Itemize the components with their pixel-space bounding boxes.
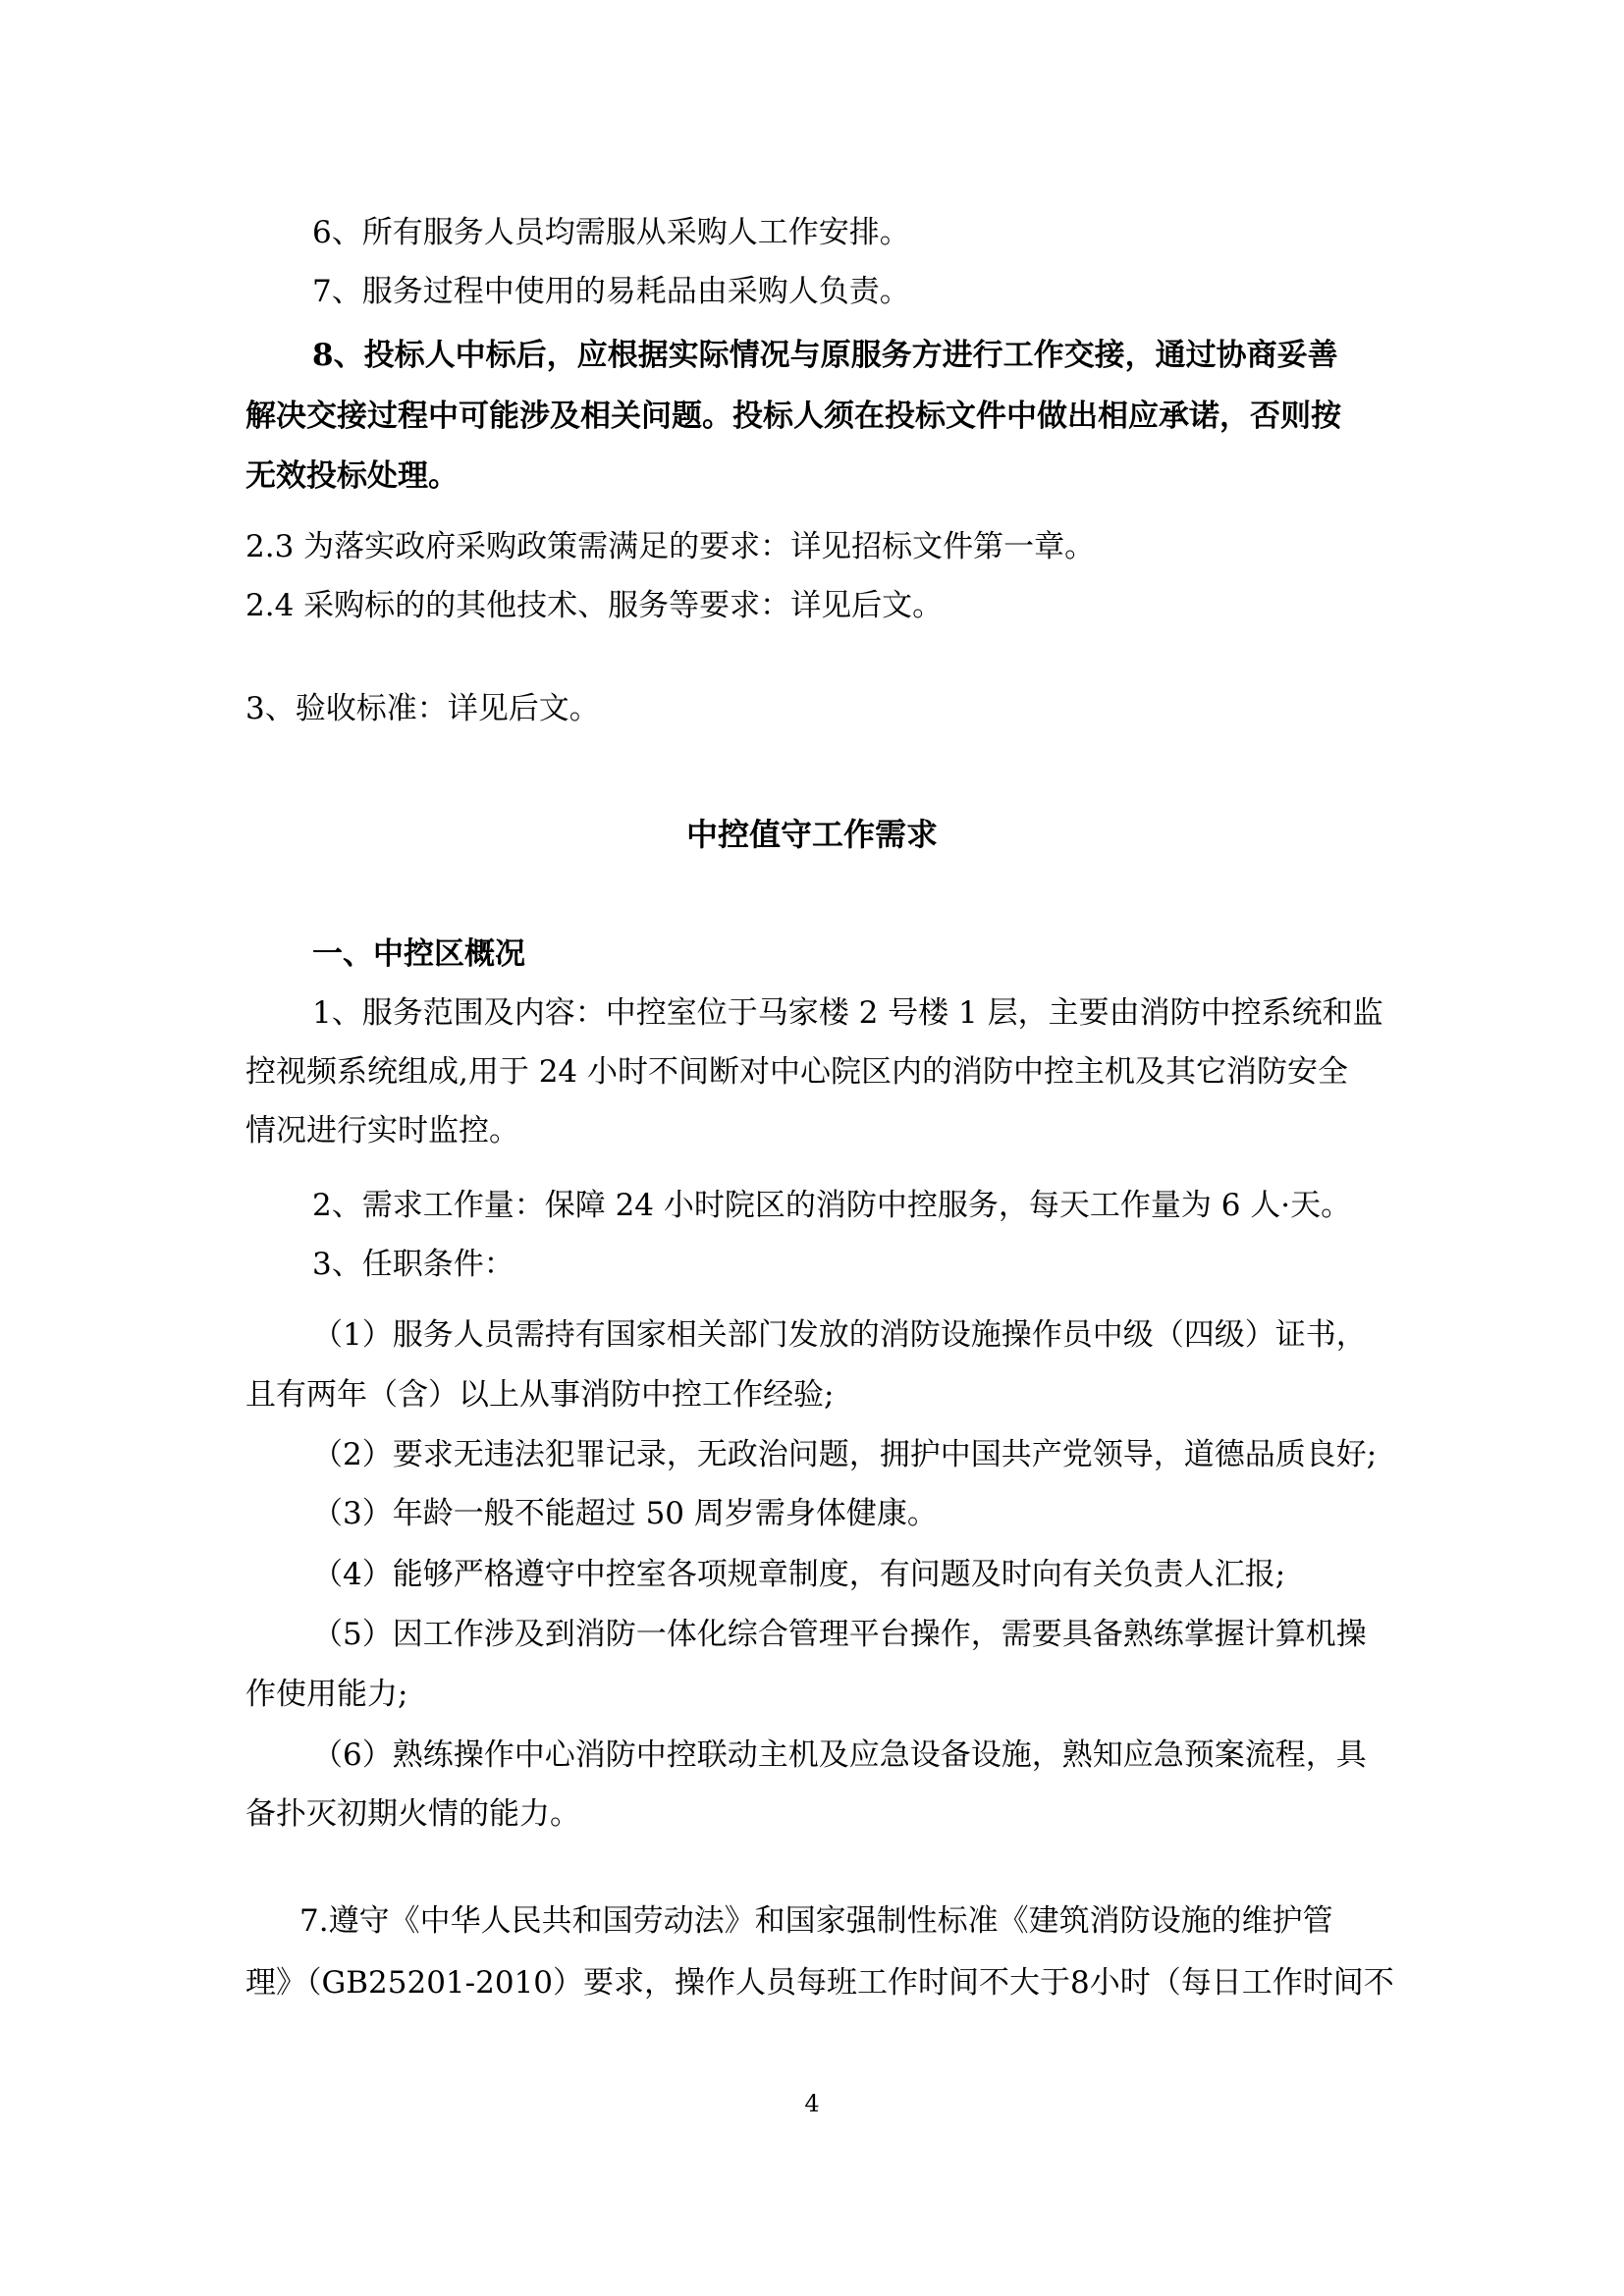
item-6: 6、所有服务人员均需服从采购人工作安排。 [312,215,910,250]
section-2-3: 2.3 为落实政府采购政策需满足的要求：详见招标文件第一章。 [245,529,1096,564]
item-8-line-2: 解决交接过程中可能涉及相关问题。投标人须在投标文件中做出相应承诺，否则按 [245,399,1341,434]
part-1-p2: 2、需求工作量：保障 24 小时院区的消防中控服务，每天工作量为 6 人·天。 [312,1188,1352,1223]
part-1-p7-line-2: 理》（GB25201-2010）要求，操作人员每班工作时间不大于8小时（每日工作时间不 [245,1965,1394,2001]
condition-4: （4）能够严格遵守中控室各项规章制度，有问题及时向有关负责人汇报; [312,1557,1286,1592]
condition-6-line-2: 备扑灭初期火情的能力。 [245,1796,580,1832]
condition-6-line-1: （6）熟练操作中心消防中控联动主机及应急设备设施，熟知应急预案流程，具 [312,1737,1367,1773]
part-1-p7-line-1: 7.遵守《中华人民共和国劳动法》和国家强制性标准《建筑消防设施的维护管 [299,1903,1333,1939]
part-1-heading: 一、中控区概况 [312,936,525,972]
item-7: 7、服务过程中使用的易耗品由采购人负责。 [312,274,910,309]
condition-5-line-2: 作使用能力; [245,1677,408,1712]
section-3: 3、验收标准：详见后文。 [245,691,600,726]
part-1-p1-line-1: 1、服务范围及内容：中控室位于马家楼 2 号楼 1 层，主要由消防中控系统和监 [312,995,1383,1031]
part-1-p3: 3、任职条件： [312,1247,514,1282]
part-1-p1-line-2: 控视频系统组成,用于 24 小时不间断对中心院区内的消防中控主机及其它消防安全 [245,1054,1349,1090]
part-1-p1-line-3: 情况进行实时监控。 [245,1113,519,1148]
page-title: 中控值守工作需求 [685,816,938,853]
section-2-4: 2.4 采购标的的其他技术、服务等要求：详见后文。 [245,588,944,623]
condition-2: （2）要求无违法犯罪记录，无政治问题，拥护中国共产党领导，道德品质良好; [312,1437,1378,1472]
condition-1-line-1: （1）服务人员需持有国家相关部门发放的消防设施操作员中级（四级）证书， [312,1317,1367,1353]
condition-1-line-2: 且有两年（含）以上从事消防中控工作经验; [245,1377,835,1413]
item-8-line-1: 8、投标人中标后，应根据实际情况与原服务方进行工作交接，通过协商妥善 [312,338,1338,373]
condition-3: （3）年龄一般不能超过 50 周岁需身体健康。 [312,1496,938,1531]
condition-5-line-1: （5）因工作涉及到消防一体化综合管理平台操作，需要具备熟练掌握计算机操 [312,1617,1367,1652]
item-8-line-3: 无效投标处理。 [245,458,459,494]
page-number: 4 [804,2090,820,2117]
